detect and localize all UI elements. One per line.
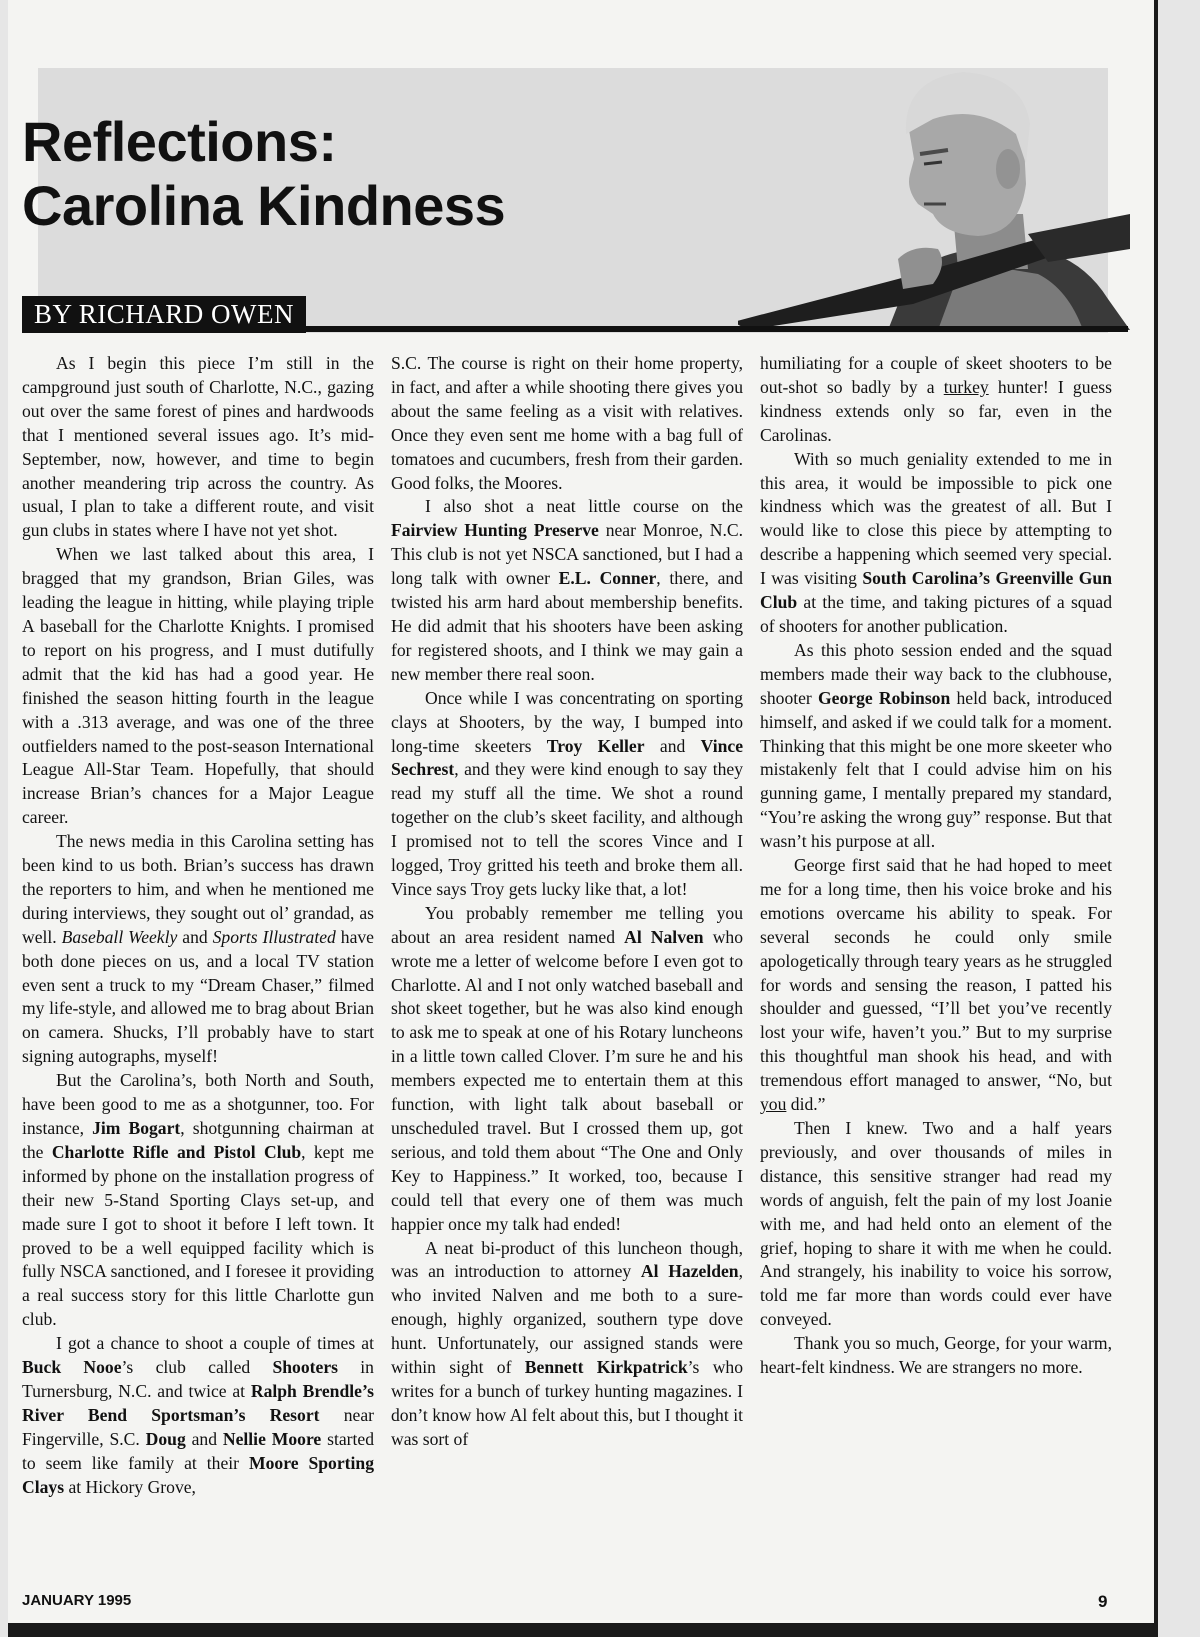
- text-run: turkey: [943, 376, 989, 397]
- paragraph: [22, 830, 374, 1069]
- text-run: As this photo session ended and the squad members made their way back to the clubhouse, shooter: [760, 639, 1112, 708]
- text-run: , shotgunning chairman at the: [22, 1118, 374, 1162]
- bold-name: Moore Sporting Clays: [22, 1452, 374, 1497]
- text-run: who wrote me a letter of welcome before I even got to Charlotte. Al and I not only watched baseball and shot skeet together, but he was also kind enough to ask me to speak at one of his Rotary luncheons in a little town called Clover. I’m sure he and his members expected me to entertain them at this function, with light talk about baseball or unscheduled travel. But I crossed them up, got serious, and told them about “The One and Only Key to Happiness.” It worked, too, because I could tell that every one of them was much happier once my talk had ended!: [391, 926, 743, 1234]
- paragraph: [391, 687, 743, 902]
- text-run: held back, introduced himself, and asked if we could talk for a moment. Thinking that this might be one more skeeter who mistakenly felt that I could advise him on his gunning game, I mentally prepared my standard, “You’re asking the wrong guy” response. But that wasn’t his purpose at all.: [760, 687, 1112, 852]
- author-portrait: [738, 64, 1130, 330]
- text-run: hunter! I guess kindness extends only so far, even in the Carolinas.: [760, 376, 1112, 445]
- text-run: did.”: [786, 1094, 826, 1115]
- paragraph: [22, 1069, 374, 1332]
- headline-line-1: Reflections:: [22, 110, 337, 173]
- article-headline: [22, 110, 505, 238]
- bold-name: Buck Nooe: [22, 1357, 122, 1378]
- paragraph: [22, 543, 374, 830]
- paragraph: [22, 352, 374, 543]
- paragraph: [760, 639, 1112, 854]
- text-run: at Hickory Grove,: [64, 1476, 196, 1497]
- text-run: A neat bi-product of this luncheon though, was an introduction to attorney: [391, 1237, 743, 1282]
- headline-line-2: Carolina Kindness: [22, 174, 506, 237]
- text-run: near Monroe, N.C. This club is not yet NSCA sanctioned, but I had a long talk with owner: [391, 520, 743, 589]
- text-run: you: [760, 1094, 787, 1115]
- text-run: But the Carolina’s, both North and South, have been good to me as a shotgunner, too. For instance,: [22, 1070, 374, 1138]
- text-run: started to seem like family at their: [22, 1428, 375, 1473]
- bold-name: Ralph Brendle’s River Bend Sportsman’s Resort: [22, 1380, 374, 1425]
- bold-name: South Carolina’s Greenville Gun Club: [760, 568, 1112, 613]
- text-run: With so much geniality extended to me in this area, it would be impossible to pick one kindness which was the greatest of all. But I would like to close this piece by attempting to describe a happening which seemed very special. I was visiting: [760, 448, 1112, 589]
- bold-name: Doug: [145, 1428, 186, 1449]
- text-run: When we last talked about this area, I bragged that my grandson, Brian Giles, was leading the league in hitting, while playing triple A baseball for the Charlotte Knights. I promised to report on his progress, and I must dutifully admit that the kid has had a good year. He finished the season hitting fourth in the league with a .313 average, and was one of the three outfielders named to the post-season International League All-Star Team. Hopefully, that should increase Brian’s chances for a Major League career.: [22, 544, 374, 828]
- paragraph: [760, 352, 1112, 448]
- text-run: The news media in this Carolina setting has been kind to us both. Brian’s success has drawn the reporters to him, and when he mentioned me during interviews, they sought out ol’ grandad, as well.: [22, 831, 374, 947]
- paragraph: [760, 1332, 1112, 1380]
- paragraph: [760, 1117, 1112, 1332]
- text-run: You probably remember me telling you about an area resident named: [391, 902, 743, 947]
- article-column-2: [391, 352, 743, 1452]
- text-run: Then I knew. Two and a half years previously, and over thousands of miles in distance, this sensitive stranger had read my words of anguish, felt the pain of my lost Joanie with me, and had held onto an element of the grief, hoping to share it with me when he could. And strangely, his inability to voice his sorrow, told me far more than words could ever have conveyed.: [760, 1118, 1112, 1330]
- bold-name: E.L. Conner: [558, 568, 657, 589]
- text-run: As I begin this piece I’m still in the campground just south of Charlotte, N.C., gazing out over the same forest of pines and hardwoods that I mentioned several issues ago. It’s mid-September, now, however, and time to begin another meandering trip across the country. As usual, I plan to take a different route, and visit gun clubs in states where I have not yet shot.: [22, 353, 374, 541]
- text-run: I also shot a neat little course on the: [425, 496, 743, 517]
- bold-name: Vince Sechrest: [391, 735, 743, 780]
- text-run: Once while I was concentrating on sporting clays at Shooters, by the way, I bumped into long-time skeeters: [391, 687, 743, 756]
- text-run: Thank you so much, George, for your warm, heart-felt kindness. We are strangers no more.: [760, 1333, 1112, 1378]
- magazine-page: [8, 0, 1158, 1637]
- paragraph: [391, 495, 743, 686]
- page-bottom-rule: [8, 1623, 1154, 1637]
- italic-title: Baseball Weekly: [61, 926, 178, 947]
- paragraph: [391, 902, 743, 1237]
- text-run: and: [177, 926, 213, 947]
- paragraph: [391, 1237, 743, 1452]
- bold-name: Jim Bogart: [92, 1118, 181, 1138]
- bold-name: Fairview Hunting Preserve: [391, 520, 599, 541]
- paragraph: [22, 1332, 374, 1499]
- text-run: S.C. The course is right on their home property, in fact, and after a while shooting there gives you about the same feeling as a visit with relatives. Once they even sent me home with a bag full of tomatoes and cucumbers, fresh from their garden. Good folks, the Moores.: [391, 353, 743, 493]
- byline: BY RICHARD OWEN: [22, 296, 306, 333]
- article-column-1: [22, 352, 374, 1500]
- bold-name: Troy Keller: [546, 735, 645, 756]
- text-run: ’s who writes for a bunch of turkey hunting magazines. I don’t know how Al felt about this, but I thought it was sort of: [391, 1357, 743, 1449]
- text-run: , who invited Nalven and me both to a sure-enough, highly organized, southern type dove hunt. Unfortunately, our assigned stands were within sight of: [391, 1261, 743, 1378]
- text-run: and: [185, 1428, 223, 1449]
- text-run: have both done pieces on us, and a local TV station even sent a truck to my “Dream Chaser,” filmed my life-style, and allowed me to brag about Brian on camera. Shucks, I’ll probably have to start signing autographs, myself!: [22, 926, 374, 1067]
- text-run: , kept me informed by phone on the installation progress of their new 5-Stand Sporting Clays set-up, and made sure I got to shoot it before I left town. It proved to be a well equipped facility which is fully NSCA sanctioned, and I foresee it providing a real success story for this little Charlotte gun club.: [22, 1141, 374, 1330]
- text-run: , and they were kind enough to say they read my stuff all the time. We shot a round together on the club’s skeet facility, and although I promised not to tell the scores Vince and I logged, Troy gritted his teeth and broke them all. Vince says Troy gets lucky like that, a lot!: [391, 759, 743, 899]
- bold-name: Nellie Moore: [222, 1428, 322, 1449]
- text-run: I got a chance to shoot a couple of times at: [56, 1333, 374, 1354]
- bold-name: Al Hazelden: [640, 1261, 739, 1282]
- text-run: and: [644, 735, 701, 756]
- text-run: in Turnersburg, N.C. and twice at: [22, 1357, 374, 1401]
- bold-name: Bennett Kirkpatrick: [524, 1357, 688, 1378]
- bold-name: George Robinson: [817, 687, 951, 708]
- paragraph: [760, 448, 1112, 639]
- bold-name: Shooters: [272, 1357, 338, 1378]
- page-number: 9: [1098, 1592, 1108, 1611]
- text-run: George first said that he had hoped to meet me for a long time, then his voice broke and his emotions overcame his ability to speak. For several seconds he could only smile apologetically through teary years as he struggled for words and sensing the reason, I patted his shoulder and guessed, “I’ll bet you’ve recently lost your wife, haven’t you.” But to my surprise this thoughtful man shook his head, and with tremendous effort managed to answer, “No, but: [760, 855, 1112, 1091]
- article-column-3: [760, 352, 1112, 1380]
- paragraph: [760, 854, 1112, 1117]
- paragraph: [391, 352, 743, 495]
- text-run: humiliating for a couple of skeet shooters to be out-shot so badly by a: [760, 353, 1112, 397]
- text-run: ’s club called: [121, 1357, 273, 1378]
- issue-date: JANUARY 1995: [22, 1592, 132, 1609]
- italic-title: Sports Illustrated: [212, 926, 336, 947]
- text-run: near Fingerville, S.C.: [22, 1404, 374, 1449]
- text-run: , there, and twisted his arm hard about membership benefits. He did admit that his shooters have been asking for registered shoots, and I think we may gain a new member there real soon.: [391, 568, 743, 684]
- text-run: at the time, and taking pictures of a squad of shooters for another publication.: [760, 592, 1112, 636]
- bold-name: Charlotte Rifle and Pistol Club: [51, 1141, 302, 1162]
- bold-name: Al Nalven: [624, 926, 704, 947]
